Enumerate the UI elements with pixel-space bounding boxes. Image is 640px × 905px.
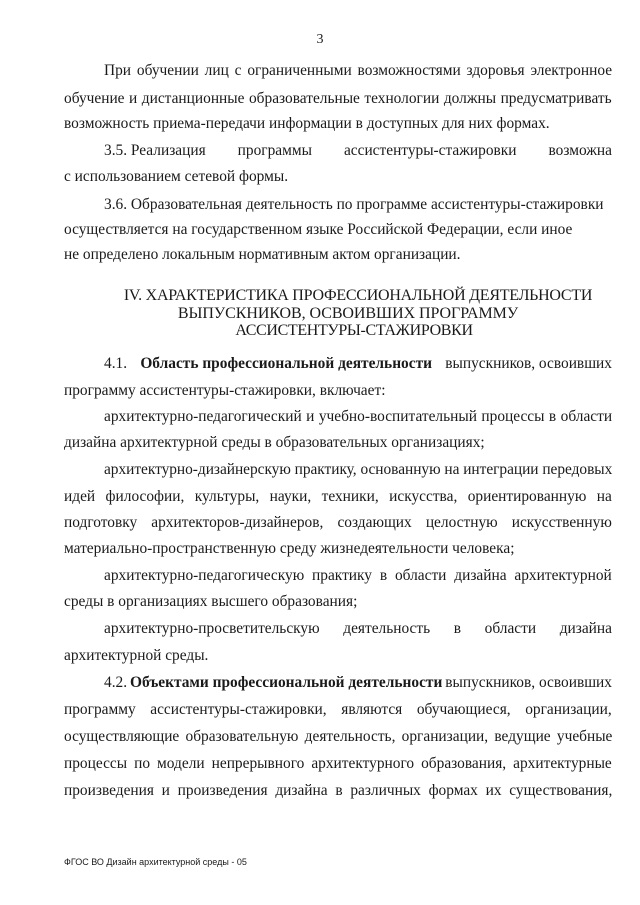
prosvet-line <box>104 619 612 639</box>
word: 3.5. Реализация <box>104 142 206 159</box>
footer-label: ФГОС ВО Дизайн архитектурной среды - 05 <box>64 857 247 867</box>
text-line: с использованием сетевой формы. <box>64 168 289 185</box>
text-line: При обучении лиц с ограниченными возможностями здоровья электронное <box>104 62 613 79</box>
paragraph-3-5-line <box>104 141 612 161</box>
word: области <box>484 620 537 637</box>
paragraph-4-1-line <box>104 354 612 374</box>
word: деятельность <box>343 620 431 637</box>
bold-term: Объектами профессиональной деятельности <box>130 674 443 691</box>
word: в <box>453 620 462 637</box>
text-line: осуществляется на государственном языке Российской Федерации, если иное <box>64 221 573 238</box>
text-line: архитектурно-педагогический и учебно-воспитательный процессы в области <box>104 408 613 425</box>
word: дизайна <box>559 620 612 637</box>
text-line: подготовку архитекторов-дизайнеров, создающих целостную искусственную <box>64 514 612 531</box>
section-heading-line-1: IV. ХАРАКТЕРИСТИКА ПРОФЕССИОНАЛЬНОЙ ДЕЯТЕЛЬНОСТИ <box>123 287 593 304</box>
text-line: архитектурно-дизайнерскую практику, основанную на интеграции передовых <box>104 461 613 478</box>
text-fragment: выпускников, освоивших <box>445 674 612 691</box>
text-line: 3.6. Образовательная деятельность по программе ассистентуры-стажировки <box>104 196 604 213</box>
text-line: программу ассистентуры-стажировки, включает: <box>64 382 386 399</box>
text-line: дизайна архитектурной среды в образовательных организациях; <box>64 434 485 451</box>
word: программы <box>237 142 312 159</box>
text-line: возможность приема-передачи информации в доступных для них формах. <box>64 115 550 132</box>
text-line: не определено локальным нормативным актом организации. <box>64 246 461 263</box>
text-line: обучение и дистанционные образовательные технологии должны предусматривать <box>64 90 612 107</box>
word: архитектурно-просветительскую <box>104 620 320 637</box>
text-fragment: выпускников, освоивших <box>445 355 612 372</box>
text-line: среды в организациях высшего образования; <box>64 593 358 610</box>
bold-term: Область профессиональной деятельности <box>140 355 433 372</box>
word: возможна <box>548 142 612 159</box>
text-line: материально-пространственную среду жизнедеятельности человека; <box>64 540 515 557</box>
page-number: 3 <box>316 32 324 47</box>
item-number: 4.1. <box>104 355 128 372</box>
text-line: архитектурно-педагогическую практику в области дизайна архитектурной <box>104 567 612 584</box>
word: ассистентуры-стажировки <box>343 142 517 159</box>
text-line: процессы по модели непрерывного архитектурного образования, архитектурные <box>64 755 612 772</box>
text-line: программу ассистентуры-стажировки, являются обучающиеся, организации, <box>64 701 612 718</box>
item-number: 4.2. <box>104 674 128 691</box>
text-line: осуществляющие образовательную деятельность, организации, ведущие учебные <box>64 728 613 745</box>
text-line: произведения и произведения дизайна в различных формах их существования, <box>64 782 613 799</box>
paragraph-4-2-line <box>104 673 612 693</box>
text-line: архитектурной среды. <box>64 647 209 664</box>
text-line: идей философии, культуры, науки, техники, искусства, ориентированную на <box>64 488 612 505</box>
section-heading-line-3: АССИСТЕНТУРЫ-СТАЖИРОВКИ <box>235 322 473 339</box>
section-heading-line-2: ВЫПУСКНИКОВ, ОСВОИВШИХ ПРОГРАММУ <box>177 305 519 322</box>
